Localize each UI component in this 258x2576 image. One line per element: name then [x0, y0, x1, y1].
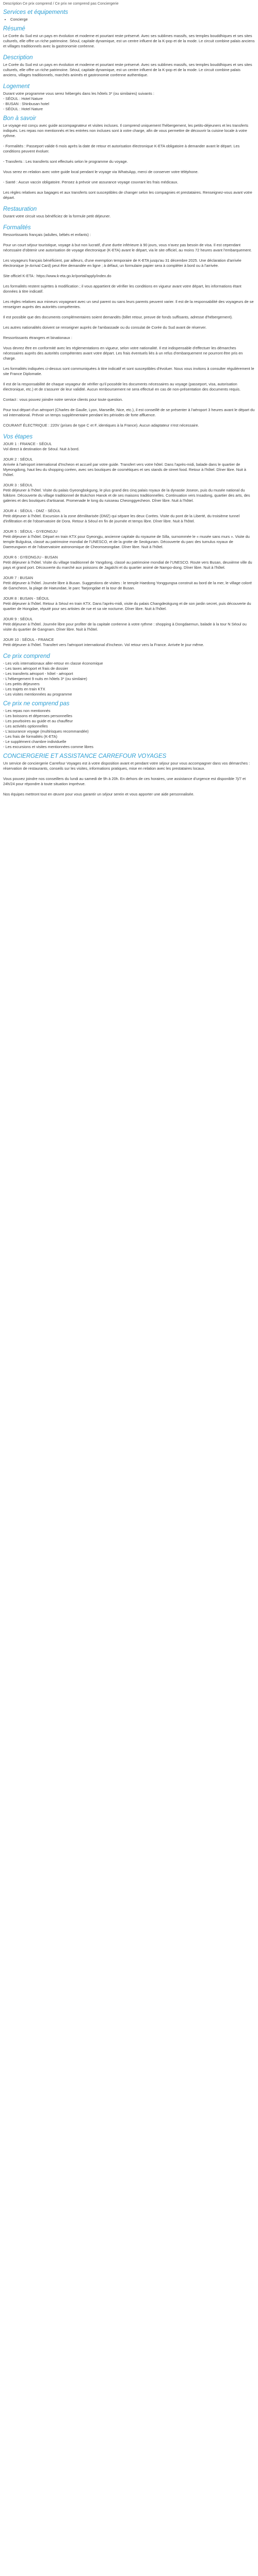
logement-line: - SÉOUL : Hotel Nature — [3, 107, 43, 111]
formalites-text: Vous devrez être en conformité avec les réglementations en vigueur, selon votre nationalité. Il est indispensable d'effectuer les démarches nécessaires auprès des autorités compétentes avant votre départ. Les frais éventuels liés à un refus d'embarquement ne pourront être pris en charge. — [3, 346, 243, 361]
etape-day-text: Petit déjeuner à l'hôtel. Visite du palais Gyeongbokgung, le plus grand des cinq palais royaux de la dynastie Joseon, puis du musée national du folklore. Découverte du village traditionnel de Bukchon Hanok et de ses maisons traditionnelles. Continuation vers Insadong, quartier des arts, des galeries et des boutiques d'artisanat. Promenade le long du ruisseau Cheonggyecheon. Dîner libre. Nuit à l'hôtel. — [3, 488, 250, 503]
inclus-line: - L'hébergement 9 nuits en hôtels 3* (ou similaire) — [3, 676, 87, 681]
etape-day — [3, 457, 255, 478]
etape-day-text: Petit déjeuner à l'hôtel. Excursion à la zone démilitarisée (DMZ) qui sépare les deux Corées. Visite du pont de la Liberté, du troisième tunnel d'infiltration et de l'observatoire de Dora. Retour à Séoul en fin de journée et temps libre. Dîner libre. Nuit à l'hôtel. — [3, 514, 240, 523]
services-title: Services et équipements — [3, 9, 68, 15]
conciergerie-title: CONCIERGERIE ET ASSISTANCE CARREFOUR VOYAGES — [3, 753, 167, 759]
inclus-line: - Les trajets en train KTX — [3, 687, 45, 691]
non-inclus-section — [3, 700, 255, 750]
etape-day — [3, 617, 255, 632]
etape-day — [3, 596, 255, 612]
etape-day-title: JOUR 8 : BUSAN - SÉOUL — [3, 596, 50, 601]
top-note: Description Ce prix comprend / Ce prix ne comprend pas Conciergerie — [3, 1, 119, 6]
etape-day — [3, 483, 255, 503]
inclus-line: - Les transferts aéroport - hôtel - aéroport — [3, 671, 73, 676]
formalites-text: Il est possible que des documents complémentaires soient demandés (billet retour, preuve de fonds suffisants, adresse d'hébergement). — [3, 315, 233, 319]
conciergerie-text: Nos équipes mettront tout en œuvre pour vous garantir un séjour serein et vous apporter une aide personnalisée. — [3, 792, 195, 796]
inclus-line: - Les vols internationaux aller-retour en classe économique — [3, 661, 103, 666]
etape-day-text: Petit déjeuner à l'hôtel. Journée libre à Busan. Suggestions de visites : le temple Haedong Yonggungsa construit au bord de la mer, le village coloré de Gamcheon, la plage de Haeundae, le parc Taejongdae et la tour de Busan. — [3, 581, 252, 590]
etape-day — [3, 637, 255, 648]
formalites-text: Ressortissants français (adultes, bébés et enfants) : — [3, 232, 91, 237]
description-section — [3, 54, 255, 78]
non-inclus-line: - Les boissons et dépenses personnelles — [3, 714, 72, 718]
formalites-text: Les voyageurs français bénéficient, par ailleurs, d'une exemption temporaire de K-ETA jusqu'au 31 décembre 2025. Une déclaration d'arrivée électronique (e-Arrival Card) peut être demandée en ligne ; à défaut, un formulaire papier sera à compléter à bord ou à l'arrivée. — [3, 258, 241, 268]
formalites-text: Site officiel K-ETA : https://www.k-eta.go.kr/portal/apply/index.do — [3, 274, 111, 278]
etape-day-title: JOUR 3 : SÉOUL — [3, 483, 33, 487]
resume-title: Résumé — [3, 26, 25, 32]
etape-day-title: JOUR 6 : GYEONGJU - BUSAN — [3, 555, 58, 560]
bon-a-savoir-title: Bon à savoir — [3, 115, 36, 122]
formalites-text: Pour tout départ d'un aéroport (Charles de Gaulle, Lyon, Marseille, Nice, etc.), il est conseillé de se présenter à l'aéroport 3 heures avant le départ du vol international. Prévoir un temps supplémentaire pendant les périodes de forte affluence. — [3, 408, 255, 417]
logement-line: Durant votre programme vous serez hébergés dans les hôtels 3* (ou similaires) suivants : — [3, 91, 154, 96]
non-inclus-title: Ce prix ne comprend pas — [3, 701, 70, 707]
non-inclus-line: - Les excursions et visites mentionnées comme libres — [3, 744, 93, 749]
formalites-text: Contact : vous pouvez joindre notre service clients pour toute question. — [3, 397, 123, 402]
inclus-line: - Les petits déjeuners — [3, 682, 40, 686]
restauration-section — [3, 206, 255, 219]
etape-day-text: Petit déjeuner à l'hôtel. Retour à Séoul en train KTX. Dans l'après-midi, visite du palais Changdeokgung et de son jardin secret, puis découverte du quartier de Hongdae, réputé pour ses artistes de rue et sa vie nocturne. Dîner libre. Nuit à l'hôtel. — [3, 601, 251, 611]
etape-day — [3, 575, 255, 591]
inclus-title: Ce prix comprend — [3, 653, 50, 659]
inclus-line: - Les taxes aéroport et frais de dossier — [3, 666, 69, 671]
formalites-text: Les règles relatives aux mineurs voyageant avec un seul parent ou sans leurs parents peuvent varier. Il est de la responsabilité des voyageurs de se renseigner auprès des autorités compétentes. — [3, 299, 254, 309]
bon-a-savoir-text: - Transferts : Les transferts sont effectués selon le programme du voyage. — [3, 159, 128, 164]
formalites-section — [3, 224, 255, 428]
formalites-text: Les formalités indiquées ci-dessus sont communiquées à titre indicatif et sont susceptibles d'évoluer. Nous vous invitons à consulter régulièrement le site France Diplomatie. — [3, 366, 254, 376]
etape-day — [3, 442, 255, 452]
non-inclus-line: - Les frais de formalités (K-ETA) — [3, 734, 57, 739]
logement-section — [3, 83, 255, 112]
etape-day-text: Petit déjeuner à l'hôtel. Journée libre pour profiter de la capitale coréenne à votre rythme : shopping à Dongdaemun, balade à la tour N Séoul ou visite du quartier de Gangnam. Dîner libre. Nuit à l'hôtel. — [3, 622, 247, 632]
etape-day-title: JOUR 9 : SÉOUL — [3, 617, 33, 621]
inclus-line: - Les visites mentionnées au programme — [3, 692, 72, 697]
etape-day-text: Petit déjeuner à l'hôtel. Visite du village traditionnel de Yangdong, classé au patrimoine mondial de l'UNESCO. Route vers Busan, deuxième ville du pays et grand port. Découverte du marché aux poissons de Jagalchi et du quartier animé de Nampo-dong. Dîner libre. Nuit à l'hôtel. — [3, 560, 252, 570]
non-inclus-line: - Les activités optionnelles — [3, 724, 48, 728]
bon-a-savoir-text: Le voyage est conçu avec guide accompagnateur et visites incluses. Il comprend uniquement l'hébergement, les petits-déjeuners et les transferts indiqués. Les repas non mentionnés et les entrées non incluses sont à votre charge, afin de vous permettre de découvrir la cuisine locale à votre rythme. — [3, 123, 249, 138]
bon-a-savoir-section — [3, 115, 255, 200]
restauration-text: Durant votre circuit vous bénéficiez de la formule petit déjeuner. — [3, 214, 111, 218]
etape-day-text: Arrivée à l'aéroport international d'Incheon et accueil par votre guide. Transfert vers votre hôtel. Dans l'après-midi, balade dans le quartier de Myeongdong, haut lieu du shopping coréen, avec ses boutiques de cosmétiques et ses stands de street food. Retour à l'hôtel. Dîner libre. Nuit à l'hôtel. — [3, 462, 247, 477]
etapes-section — [3, 433, 255, 648]
resume-section — [3, 25, 255, 49]
etape-day-title: JOUR 2 : SÉOUL — [3, 457, 33, 462]
restauration-title: Restauration — [3, 206, 37, 212]
formalites-text: Les autres nationalités doivent se renseigner auprès de l'ambassade ou du consulat de Corée du Sud avant de réserver. — [3, 325, 207, 330]
non-inclus-line: - L'assurance voyage (multirisques recommandée) — [3, 729, 89, 734]
etape-day — [3, 529, 255, 550]
non-inclus-line: - Le supplément chambre individuelle — [3, 739, 67, 744]
bon-a-savoir-text: - Santé : Aucun vaccin obligatoire. Pensez à prévoir une assurance voyage couvrant les frais médicaux. — [3, 180, 179, 184]
formalites-text: Il est de la responsabilité de chaque voyageur de vérifier qu'il possède les documents nécessaires au voyage (passeport, visa, autorisation électronique, etc.) et de s'assurer de leur validité. Aucun remboursement ne sera effectué en cas de non-présentation des documents requis. — [3, 382, 241, 392]
services-list — [10, 17, 255, 22]
etapes-title: Vos étapes — [3, 434, 33, 440]
formalites-title: Formalités — [3, 225, 31, 231]
logement-title: Logement — [3, 83, 30, 90]
etape-day-text: Vol direct à destination de Séoul. Nuit à bord. — [3, 447, 79, 451]
non-inclus-line: - Les repas non mentionnés — [3, 708, 51, 713]
bon-a-savoir-text: Vous serez en relation avec votre guide local pendant le voyage via WhatsApp, merci de conserver votre téléphone. — [3, 170, 199, 174]
etape-day-text: Petit déjeuner à l'hôtel. Transfert vers l'aéroport international d'Incheon. Vol retour vers la France. Arrivée le jour même. — [3, 642, 204, 647]
description-title: Description — [3, 55, 33, 61]
etape-day-title: JOUR 5 : SÉOUL - GYEONGJU — [3, 529, 58, 534]
conciergerie-text: Un service de conciergerie Carrefour Voyages est à votre disposition avant et pendant votre séjour pour vous accompagner dans vos démarches : réservation de restaurants, conseils sur les visites, informations pratiques, mise en relation avec les prestataires locaux. — [3, 761, 250, 771]
bon-a-savoir-text: Les règles relatives aux bagages et aux transferts sont susceptibles de changer selon les compagnies et prestataires. Renseignez-vous avant votre départ. — [3, 190, 252, 200]
description-text: Le Corée du Sud est un pays en évolution et moderne et pourtant reste préservé. Avec ses sublimes massifs, ses temples bouddhiques et ses sites culturels, elle offre un riche patrimoine. Séoul, capitale dynamique, est un centre influent de la K-pop et de la mode. Le circuit combine palais anciens, villages traditionnels, marchés animés et gastronomie coréenne authentique. — [3, 62, 252, 77]
conciergerie-section — [3, 753, 255, 797]
etape-day — [3, 555, 255, 570]
formalites-text: COURANT ÉLECTRIQUE : 220V (prises de type C et F, identiques à la France). Aucun adaptateur n'est nécessaire. — [3, 423, 199, 428]
services-item: • Concierge — [10, 17, 255, 22]
etape-day-title: JOUR 7 : BUSAN — [3, 575, 33, 580]
bon-a-savoir-text: - Formalités : Passeport valide 6 mois après la date de retour et autorisation électronique K-ETA obligatoire à demander avant le départ. Les conditions peuvent évoluer. — [3, 144, 240, 154]
logement-line: - SÉOUL : Hotel Nature — [3, 96, 43, 101]
services-section — [3, 9, 255, 22]
formalites-text: Ressortissants étrangers et binationaux : — [3, 335, 72, 340]
formalites-text: Pour un court séjour touristique, voyage à but non lucratif, d'une durée inférieure à 90 jours, vous n'avez pas besoin de visa. Il est cependant nécessaire d'obtenir une autorisation de voyage électronique (K-ETA) avant le départ, via le site officiel, au moins 72 heures avant l'embarquement. — [3, 243, 252, 252]
non-inclus-line: - Les pourboires au guide et au chauffeur — [3, 719, 73, 723]
etape-day-title: JOUR 4 : SÉOUL - DMZ - SÉOUL — [3, 509, 61, 513]
resume-text: Le Corée du Sud est un pays en évolution et moderne et pourtant reste préservé. Avec ses sublimes massifs, ses temples bouddhiques et ses sites culturels, elle offre un riche patrimoine. Séoul, capitale dynamique, est un centre influent de la K-pop et de la mode. Le circuit combine palais anciens et villages traditionnels avec la gastronomie coréenne. — [3, 33, 255, 48]
etape-day-text: Petit déjeuner à l'hôtel. Départ en train KTX pour Gyeongju, ancienne capitale du royaume de Silla, surnommée le « musée sans murs ». Visite du temple Bulguksa, classé au patrimoine mondial de l'UNESCO, et de la grotte de Seokguram. Découverte du parc des tumulus royaux de Daereungwon et de l'observatoire astronomique de Cheomseongdae. Dîner libre. Nuit à l'hôtel. — [3, 534, 250, 549]
formalites-text: Les formalités restent sujettes à modification ; il vous appartient de vérifier les conditions en vigueur avant votre départ, les informations étant données à titre indicatif. — [3, 284, 241, 294]
conciergerie-text: Vous pouvez joindre nos conseillers du lundi au samedi de 9h à 20h. En dehors de ces horaires, une assistance d'urgence est disponible 7j/7 et 24h/24 pour répondre à toute situation imprévue. — [3, 776, 246, 786]
etape-day — [3, 509, 255, 524]
etape-day-title: JOUR 10 : SÉOUL - FRANCE — [3, 637, 54, 642]
etape-day-title: JOUR 1 : FRANCE - SÉOUL — [3, 442, 52, 446]
inclus-section — [3, 653, 255, 697]
logement-line: - BUSAN : Shinbusan hotel — [3, 101, 50, 106]
